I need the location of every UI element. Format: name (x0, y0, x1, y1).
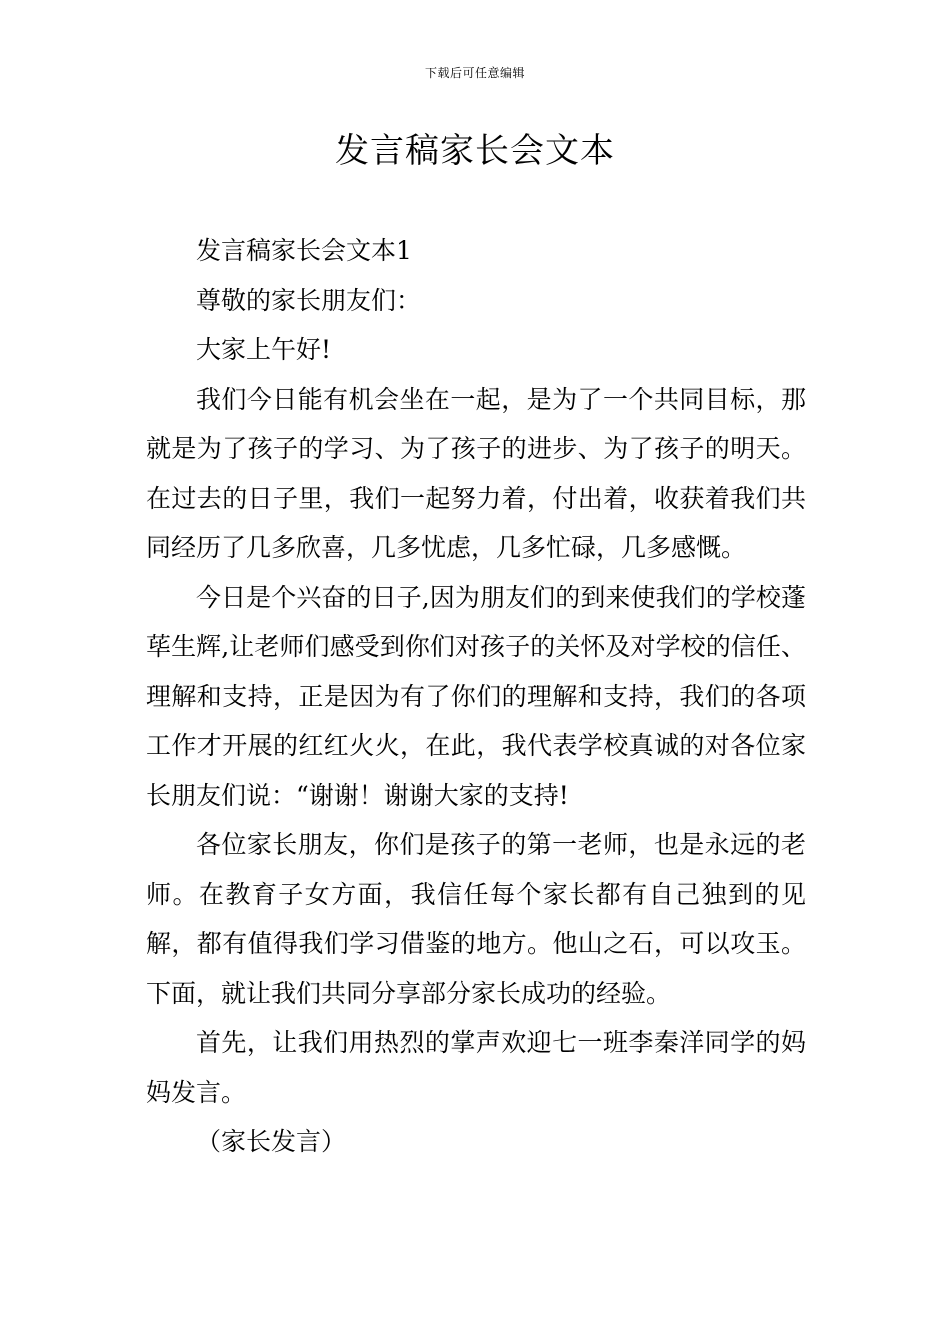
document-body (146, 226, 806, 1167)
page-header-note: 下载后可任意编辑 (424, 66, 525, 80)
paragraph: 我们今日能有机会坐在一起，是为了一个共同目标，那就是为了孩子的学习、为了孩子的进步、为了孩子的明天。在过去的日子里，我们一起努力着，付出着，收获着我们共同经历了几多欣喜，几多忧虑，几多忙碌，几多感慨。 (146, 384, 806, 562)
paragraph-heading: 发言稿家长会文本1 (196, 236, 412, 265)
paragraph: 今日是个兴奋的日子,因为朋友们的到来使我们的学校蓬荜生辉,让老师们感受到你们对孩子的关怀及对学校的信任、理解和支持，正是因为有了你们的理解和支持，我们的各项工作才开展的红红火火，在此，我代表学校真诚的对各位家长朋友们说：“谢谢！谢谢大家的支持! (146, 582, 806, 810)
document-title: 发言稿家长会文本 (335, 131, 615, 171)
paragraph: 首先，让我们用热烈的掌声欢迎七一班李秦洋同学的妈妈发言。 (146, 1028, 806, 1107)
paragraph: 各位家长朋友，你们是孩子的第一老师，也是永远的老师。在教育子女方面，我信任每个家长都有自己独到的见解，都有值得我们学习借鉴的地方。他山之石，可以攻玉。下面，就让我们共同分享部分家长成功的经验。 (146, 830, 806, 1008)
paragraph-stage-note: （家长发言） (196, 1127, 347, 1156)
paragraph-greeting: 大家上午好! (196, 335, 332, 364)
paragraph-salutation: 尊敬的家长朋友们： (196, 285, 422, 315)
